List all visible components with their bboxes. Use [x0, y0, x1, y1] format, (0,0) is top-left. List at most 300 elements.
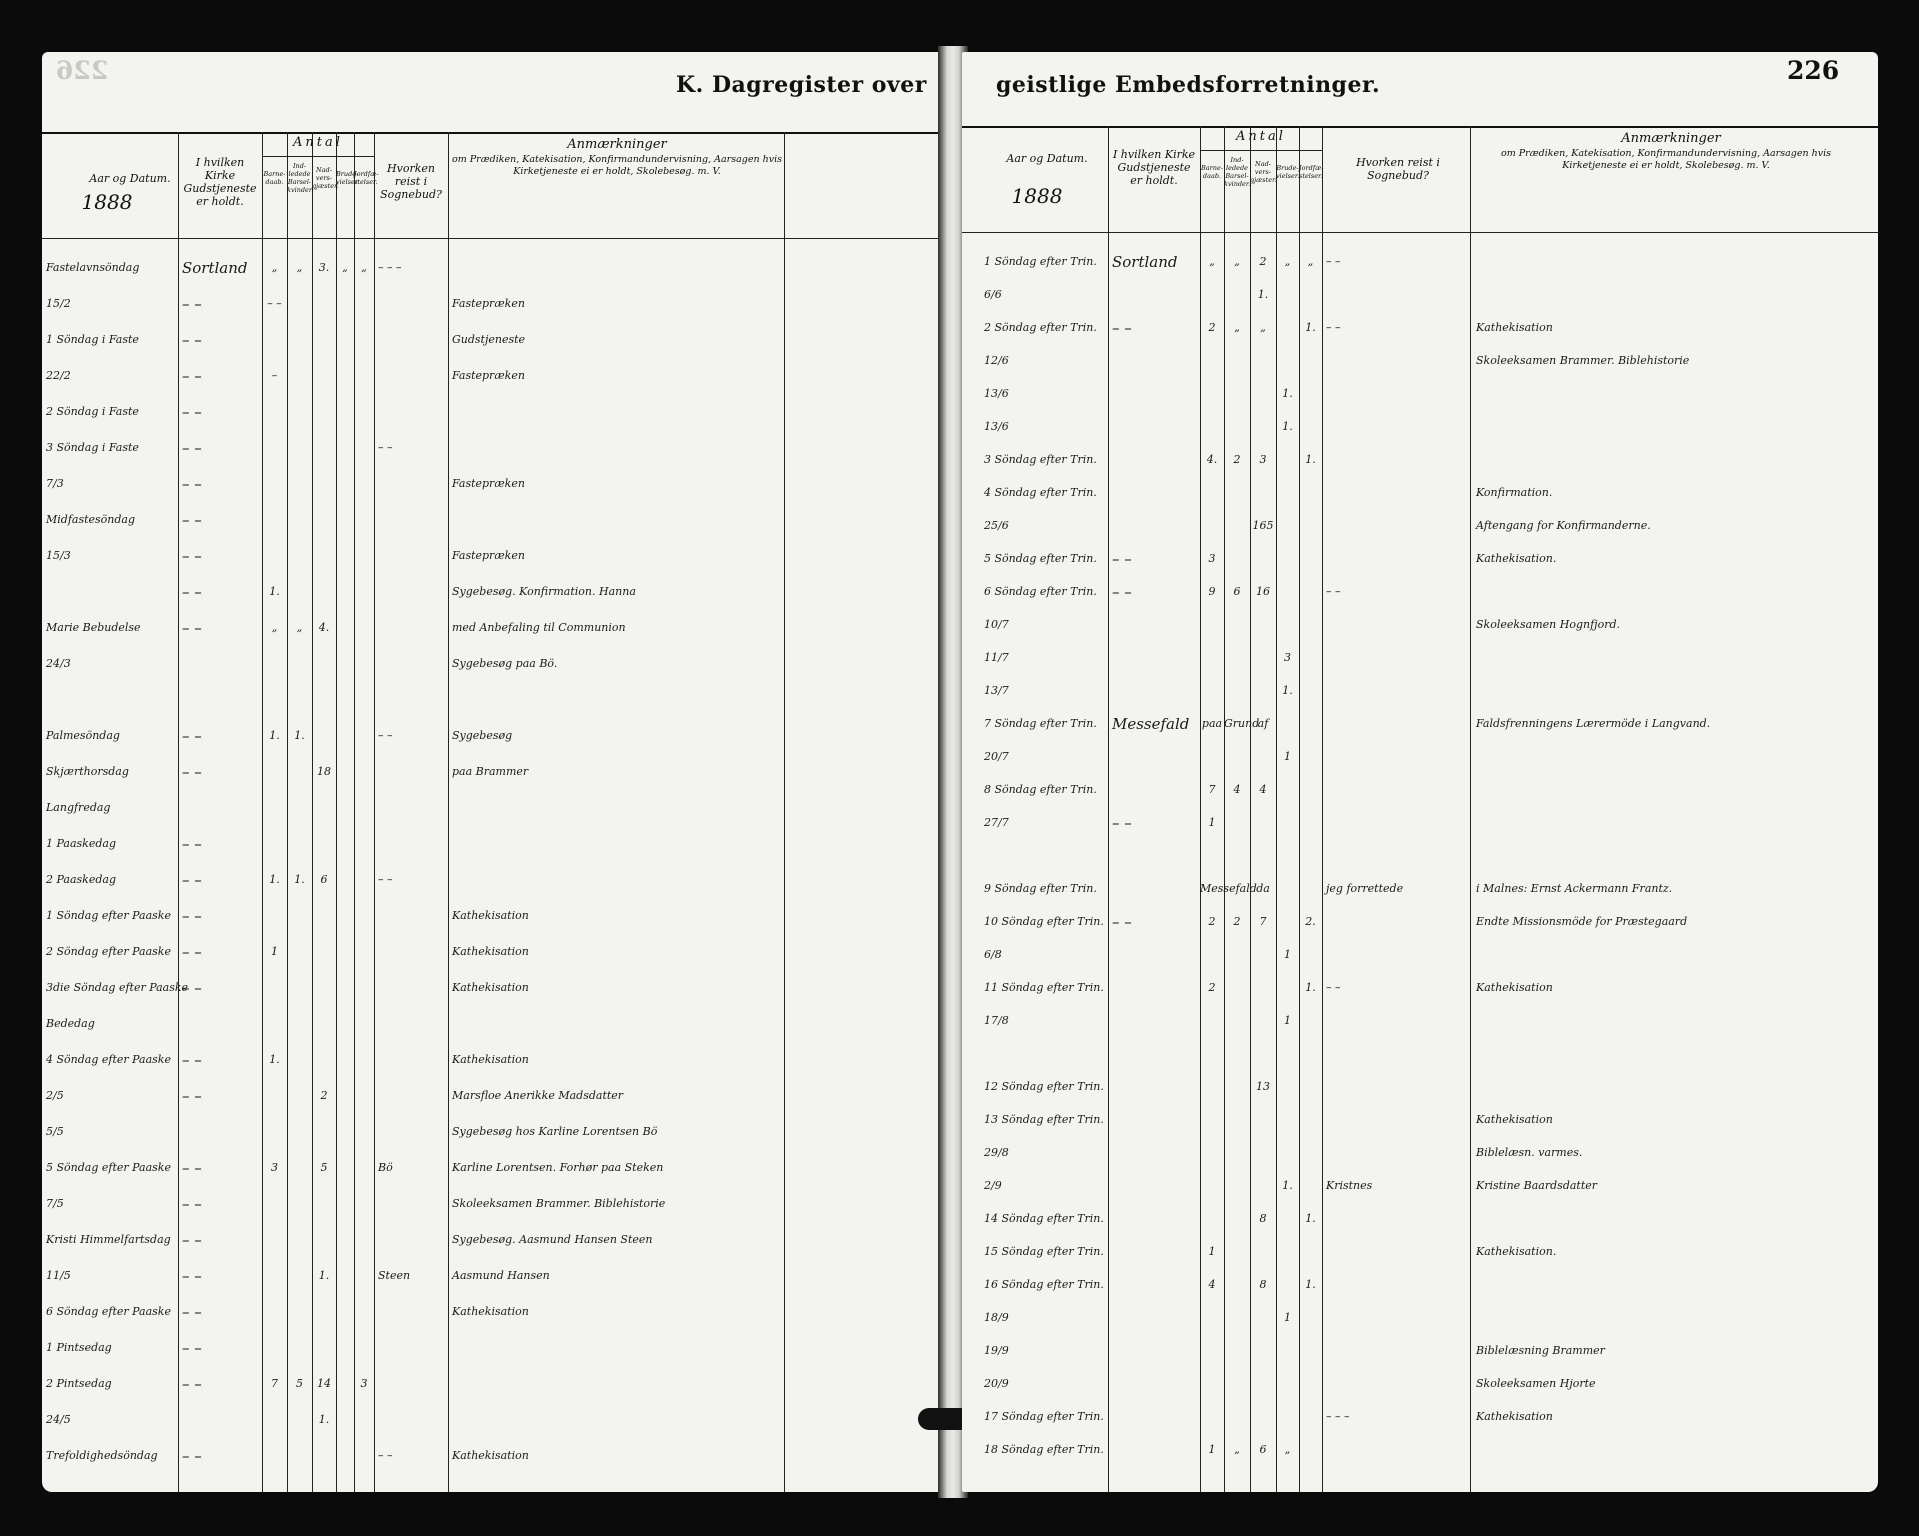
cell-church: [1112, 347, 1198, 375]
cell-travel: [378, 398, 446, 426]
cell-churched: [287, 1082, 312, 1110]
cell-church: – –: [182, 1051, 202, 1069]
register-row: [962, 578, 1878, 606]
cell-date: [984, 842, 1108, 870]
cell-communicants: [1250, 644, 1276, 672]
cell-burials: [1299, 1040, 1322, 1068]
cell-churched: [1224, 1304, 1250, 1332]
cell-married: [336, 830, 354, 858]
register-row: [42, 1406, 945, 1434]
cell-burials: [1299, 545, 1322, 573]
cell-burials: [1299, 1073, 1322, 1101]
cell-married: [336, 1298, 354, 1326]
cell-church: [1112, 1205, 1198, 1233]
cell-travel: [1326, 1238, 1468, 1266]
antal-rule: [262, 156, 374, 157]
register-row: [962, 842, 1878, 870]
cell-married: [1276, 1271, 1299, 1299]
cell-remarks: [1476, 644, 1866, 672]
cell-married: [1276, 908, 1299, 936]
cell-travel: Bö: [378, 1161, 393, 1174]
cell-communicants: [312, 722, 336, 750]
cell-communicants: [312, 794, 336, 822]
cell-remarks: Skoleeksamen Hjorte: [1476, 1377, 1596, 1390]
cell-date: Midfastesöndag: [46, 513, 136, 526]
cell-married: 1: [1284, 948, 1291, 961]
cell-date: Langfredag: [46, 801, 111, 814]
header-travel: Hvorken reist i Sognebud?: [1356, 156, 1440, 182]
cell-church: [1112, 875, 1198, 903]
cell-communicants: 8: [1259, 1278, 1267, 1291]
cell-churched: [1224, 677, 1250, 705]
cell-date: 8 Söndag efter Trin.: [984, 783, 1097, 796]
cell-church: – –: [182, 1195, 202, 1213]
cell-burials: [1299, 347, 1322, 375]
header-bottom-rule: [962, 232, 1878, 233]
cell-date: 3die Söndag efter Paaske: [46, 981, 189, 994]
cell-married: [336, 362, 354, 390]
cell-married: [336, 290, 354, 318]
cell-churched: [1224, 380, 1250, 408]
cell-married: [336, 1082, 354, 1110]
cell-communicants: [312, 902, 336, 930]
cell-date: 9 Söndag efter Trin.: [984, 882, 1097, 895]
cell-churched: „: [296, 261, 303, 274]
cell-married: [1276, 347, 1299, 375]
register-row: [42, 254, 945, 282]
cell-date: 10 Söndag efter Trin.: [984, 915, 1104, 928]
cell-baptized: [1200, 413, 1224, 441]
cell-baptized: 4: [1208, 1278, 1216, 1291]
cell-communicants: [312, 578, 336, 606]
cell-churched: [287, 326, 312, 354]
cell-church: – –: [1112, 550, 1132, 568]
cell-married: [336, 506, 354, 534]
cell-church: – –: [182, 475, 202, 493]
cell-remarks: [1476, 677, 1866, 705]
register-row: [962, 644, 1878, 672]
register-row: [42, 650, 945, 678]
cell-date: 6 Söndag efter Trin.: [984, 585, 1097, 598]
cell-married: [336, 398, 354, 426]
cell-church: – –: [1112, 319, 1132, 337]
register-row: [42, 938, 945, 966]
register-row: [962, 413, 1878, 441]
cell-date: 7/3: [46, 477, 64, 490]
cell-communicants: [1250, 974, 1276, 1002]
cell-baptized: [1200, 1205, 1224, 1233]
cell-church: – –: [182, 367, 202, 385]
cell-communicants: 14: [317, 1377, 331, 1390]
cell-burials: [1299, 677, 1322, 705]
cell-married: [1276, 1337, 1299, 1365]
cell-remarks: Skoleeksamen Hognfjord.: [1476, 618, 1620, 631]
cell-baptized: [1200, 1370, 1224, 1398]
cell-communicants: 6: [320, 873, 328, 886]
cell-travel: [378, 758, 446, 786]
cell-baptized: [1200, 512, 1224, 540]
register-row: [962, 974, 1878, 1002]
cell-burials: [354, 470, 374, 498]
cell-baptized: [1200, 380, 1224, 408]
cell-churched: 1.: [294, 873, 305, 886]
cell-date: 18 Söndag efter Trin.: [984, 1443, 1104, 1456]
cell-churched: 1.: [294, 729, 305, 742]
register-row: [42, 902, 945, 930]
header-churched: Ind-ledede Barsel-kvinder.: [1224, 156, 1251, 188]
cell-burials: [1299, 1172, 1322, 1200]
cell-married: [1276, 1238, 1299, 1266]
cell-date: Fastelavnsöndag: [46, 261, 140, 274]
cell-communicants: [312, 974, 336, 1002]
cell-remarks: Kathekisation: [452, 945, 529, 958]
cell-churched: [287, 650, 312, 678]
register-row: [42, 1226, 945, 1254]
cell-married: [336, 1190, 354, 1218]
cell-church: [182, 1406, 260, 1434]
cell-baptized: – –: [267, 297, 282, 310]
cell-communicants: [1250, 842, 1276, 870]
cell-communicants: [312, 1190, 336, 1218]
cell-burials: [1299, 875, 1322, 903]
cell-date: Skjærthorsdag: [46, 765, 129, 778]
cell-burials: [1299, 776, 1322, 804]
register-row: [42, 1334, 945, 1362]
register-row: [42, 1190, 945, 1218]
cell-date: 14 Söndag efter Trin.: [984, 1212, 1104, 1225]
cell-burials: [354, 398, 374, 426]
cell-date: 2/9: [984, 1179, 1002, 1192]
cell-married: [1276, 974, 1299, 1002]
cell-remarks: Skoleeksamen Brammer. Biblehistorie: [452, 1197, 666, 1210]
cell-travel: – –: [1326, 981, 1341, 994]
cell-date: 17 Söndag efter Trin.: [984, 1410, 1104, 1423]
register-row: [962, 1337, 1878, 1365]
register-row: [42, 290, 945, 318]
cell-remarks: [1476, 809, 1866, 837]
cell-burials: [354, 1334, 374, 1362]
cell-married: [1276, 842, 1299, 870]
cell-churched: [1224, 1172, 1250, 1200]
cell-burials: [354, 1262, 374, 1290]
cell-remarks: Sygebesøg: [452, 729, 513, 742]
cell-baptized: [262, 434, 287, 462]
cell-baptized: [1200, 479, 1224, 507]
cell-churched: [287, 830, 312, 858]
cell-baptized: [1200, 281, 1224, 309]
cell-churched: [1224, 842, 1250, 870]
cell-church: [1112, 1370, 1198, 1398]
register-row: [42, 1370, 945, 1398]
cell-churched: [287, 938, 312, 966]
cell-travel: [378, 470, 446, 498]
cell-travel: [378, 1406, 446, 1434]
register-row: [42, 1298, 945, 1326]
cell-married: [336, 1010, 354, 1038]
cell-travel: [1326, 1073, 1468, 1101]
cell-remarks: [452, 254, 782, 282]
cell-communicants: 6: [1259, 1443, 1267, 1456]
cell-burials: [1299, 710, 1322, 738]
register-row: [962, 1238, 1878, 1266]
cell-burials: [354, 686, 374, 714]
cell-churched: [1224, 1073, 1250, 1101]
cell-married: 1: [1284, 1311, 1291, 1324]
cell-baptized: [262, 902, 287, 930]
cell-churched: [1224, 347, 1250, 375]
cell-communicants: [312, 290, 336, 318]
cell-burials: [354, 362, 374, 390]
cell-burials: [1299, 611, 1322, 639]
cell-burials: [1299, 743, 1322, 771]
cell-church: [1112, 1106, 1198, 1134]
cell-baptized: [1200, 1337, 1224, 1365]
cell-churched: [287, 1046, 312, 1074]
cell-married: [1276, 314, 1299, 342]
cell-remarks: [1476, 446, 1866, 474]
cell-burials: [1299, 1370, 1322, 1398]
cell-travel: [1326, 1139, 1468, 1167]
header-travel: Hvorken reist i Sognebud?: [380, 162, 442, 201]
cell-burials: 1.: [1305, 321, 1316, 334]
header-date: Aar og Datum.: [1006, 152, 1088, 165]
cell-remarks: [452, 830, 782, 858]
cell-travel: – –: [1326, 585, 1341, 598]
cell-burials: [1299, 941, 1322, 969]
cell-communicants: [312, 1118, 336, 1146]
cell-married: [1276, 1139, 1299, 1167]
cell-church: [182, 686, 260, 714]
cell-date: 15/3: [46, 549, 71, 562]
cell-churched: [1224, 1337, 1250, 1365]
cell-travel: [378, 902, 446, 930]
cell-burials: [1299, 1436, 1322, 1464]
register-row: [42, 830, 945, 858]
cell-church: [1112, 1436, 1198, 1464]
cell-date: 7/5: [46, 1197, 64, 1210]
cell-travel: [1326, 1007, 1468, 1035]
cell-married: 1.: [1282, 684, 1293, 697]
cell-communicants: 1.: [318, 1413, 330, 1426]
cell-travel: [378, 650, 446, 678]
register-row: [962, 1436, 1878, 1464]
header-remarks-sub: om Prædiken, Katekisation, Konfirmandundervisning, Aarsagen hvis Kirketjeneste ei er holdt, Skolebesøg. m. V.: [1501, 148, 1831, 171]
cell-travel: – –: [1326, 255, 1341, 268]
cell-baptized: 1.: [269, 585, 280, 598]
register-row: [962, 743, 1878, 771]
cell-remarks: [1476, 380, 1866, 408]
cell-communicants: [1250, 413, 1276, 441]
page-number: 226: [1787, 56, 1840, 85]
cell-churched: [1224, 941, 1250, 969]
cell-baptized: [262, 974, 287, 1002]
cell-baptized: 2: [1208, 321, 1216, 334]
cell-date: 2 Paaskedag: [46, 873, 116, 886]
register-row: [42, 434, 945, 462]
cell-baptized: [262, 1406, 287, 1434]
cell-church: – –: [1112, 814, 1132, 832]
cell-travel: [1326, 413, 1468, 441]
cell-churched: [287, 506, 312, 534]
cell-travel: [378, 1298, 446, 1326]
cell-churched: [287, 470, 312, 498]
cell-church: – –: [1112, 913, 1132, 931]
cell-communicants: [312, 1442, 336, 1470]
cell-burials: [354, 1442, 374, 1470]
cell-married: [1276, 1403, 1299, 1431]
cell-church: – –: [182, 547, 202, 565]
cell-burials: [1299, 1007, 1322, 1035]
cell-travel: [378, 938, 446, 966]
cell-church: – –: [182, 1447, 202, 1465]
register-row: [962, 1073, 1878, 1101]
cell-church: [1112, 941, 1198, 969]
cell-baptized: [262, 1262, 287, 1290]
register-row: [42, 1262, 945, 1290]
register-row: [962, 281, 1878, 309]
cell-churched: [287, 1190, 312, 1218]
cell-church: – –: [182, 619, 202, 637]
header-burials: Jordfæ-stelser.: [354, 170, 379, 186]
cell-travel: – – –: [378, 261, 402, 274]
cell-baptized: [1200, 347, 1224, 375]
cell-church: – –: [182, 295, 202, 313]
cell-married: [336, 1154, 354, 1182]
cell-church: [1112, 611, 1198, 639]
cell-communicants: [1250, 743, 1276, 771]
cell-burials: [354, 1046, 374, 1074]
cell-communicants: [1250, 347, 1276, 375]
cell-travel: [378, 506, 446, 534]
cell-travel: [1326, 1337, 1468, 1365]
register-row: [42, 470, 945, 498]
cell-churched: [1224, 281, 1250, 309]
cell-married: [336, 902, 354, 930]
cell-married: [336, 1442, 354, 1470]
register-row: [42, 1082, 945, 1110]
cell-communicants: [1250, 1238, 1276, 1266]
cell-church: [1112, 380, 1198, 408]
cell-baptized: [262, 470, 287, 498]
cell-communicants: [312, 686, 336, 714]
cell-married: [336, 470, 354, 498]
cell-churched: [1224, 413, 1250, 441]
register-row: [962, 1007, 1878, 1035]
cell-travel: [378, 1118, 446, 1146]
cell-church: [1112, 1073, 1198, 1101]
cell-date: 13/7: [984, 684, 1009, 697]
cell-travel: [1326, 1040, 1468, 1068]
cell-baptized: [262, 1226, 287, 1254]
header-year: 1888: [1011, 184, 1063, 208]
cell-burials: [354, 326, 374, 354]
cell-remarks: Biblelæsning Brammer: [1476, 1344, 1605, 1357]
cell-church: [1112, 1337, 1198, 1365]
cell-date: 13/6: [984, 387, 1009, 400]
cell-communicants: [312, 1046, 336, 1074]
cell-travel: [1326, 776, 1468, 804]
cell-communicants: [312, 650, 336, 678]
cell-churched: [287, 974, 312, 1002]
cell-travel: [1326, 809, 1468, 837]
cell-burials: [354, 1118, 374, 1146]
cell-date: 4 Söndag efter Trin.: [984, 486, 1097, 499]
cell-travel: [1326, 1106, 1468, 1134]
cell-communicants: 5: [320, 1161, 328, 1174]
cell-remarks: i Malnes: Ernst Ackermann Frantz.: [1476, 882, 1673, 895]
cell-travel: [1326, 1271, 1468, 1299]
cell-churched: [287, 1406, 312, 1434]
cell-churched: [1224, 743, 1250, 771]
cell-burials: [1299, 1337, 1322, 1365]
cell-churched: [287, 398, 312, 426]
cell-date: 7 Söndag efter Trin.: [984, 717, 1097, 730]
cell-churched: [287, 1010, 312, 1038]
cell-date: 13 Söndag efter Trin.: [984, 1113, 1104, 1126]
cell-remarks: [1476, 1040, 1866, 1068]
cell-baptized: [262, 1334, 287, 1362]
cell-church: – –: [182, 331, 202, 349]
cell-remarks: [452, 1010, 782, 1038]
cell-date: 5 Söndag efter Trin.: [984, 552, 1097, 565]
cell-baptized: [1200, 1403, 1224, 1431]
register-row: [962, 479, 1878, 507]
cell-burials: [354, 1010, 374, 1038]
cell-date: 15/2: [46, 297, 71, 310]
cell-date: 29/8: [984, 1146, 1009, 1159]
cell-remarks: [1476, 248, 1866, 276]
cell-churched: [287, 902, 312, 930]
cell-remarks: [1476, 1271, 1866, 1299]
cell-communicants: [1250, 1040, 1276, 1068]
cell-communicants: [312, 398, 336, 426]
cell-churched: „: [1234, 321, 1240, 334]
cell-church: Sortland: [182, 259, 248, 277]
cell-baptized: 1.: [269, 873, 280, 886]
cell-remarks: [1476, 776, 1866, 804]
cell-married: [336, 1262, 354, 1290]
cell-church: [1112, 644, 1198, 672]
cell-baptized: [262, 686, 287, 714]
cell-remarks: [452, 1370, 782, 1398]
cell-remarks: Kathekisation: [452, 1053, 529, 1066]
cell-baptized: [1200, 941, 1224, 969]
cell-burials: 1.: [1305, 453, 1316, 466]
header-year: 1888: [81, 190, 133, 214]
header-church: I hvilken Kirke Gudstjeneste er holdt.: [1112, 148, 1196, 187]
cell-burials: [354, 1406, 374, 1434]
cell-burials: [354, 974, 374, 1002]
cell-married: [1276, 1106, 1299, 1134]
cell-married: [1276, 1040, 1299, 1068]
header-date: Aar og Datum.: [89, 172, 171, 185]
cell-baptized: [262, 398, 287, 426]
cell-church: [182, 650, 260, 678]
cell-baptized: [262, 794, 287, 822]
cell-date: 5/5: [46, 1125, 64, 1138]
register-row: [42, 506, 945, 534]
cell-date: 1 Paaskedag: [46, 837, 116, 850]
cell-remarks: Kathekisation: [1476, 1410, 1553, 1423]
cell-churched: 6: [1233, 585, 1241, 598]
cell-baptized: [1200, 677, 1224, 705]
cell-communicants: 4: [1259, 783, 1267, 796]
cell-travel: [378, 1190, 446, 1218]
cell-churched: 5: [296, 1377, 303, 1390]
cell-burials: [1299, 281, 1322, 309]
cell-churched: [287, 1298, 312, 1326]
cell-remarks: Kathekisation: [452, 909, 529, 922]
